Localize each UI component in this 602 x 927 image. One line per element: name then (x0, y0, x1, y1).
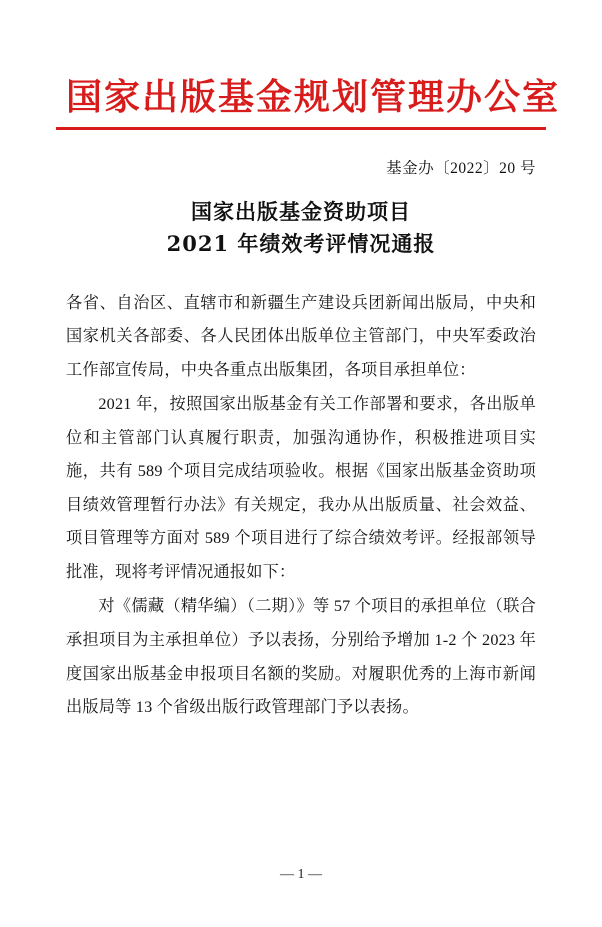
document-number: 基金办〔2022〕20 号 (386, 159, 536, 177)
letterhead-divider (56, 127, 546, 130)
letterhead-title: 国家出版基金规划管理办公室 (66, 76, 561, 118)
paragraph-1: 2021 年，按照国家出版基金有关工作部署和要求，各出版单位和主管部门认真履行职责，加强沟通协作，积极推进项目实施，共有 589 个项目完成结项验收。根据《国家出版基金资助项目绩效管理暂行办法》有关规定，我办从出版质量、社会效益、项目管理等方面对 589 个项目进行了综合绩效考评。经报部领导批准，现将考评情况通报如下： (66, 395, 536, 581)
page-title-line-1: 国家出版基金资助项目 (191, 198, 411, 224)
page-title-line-2: 2021 年绩效考评情况通报 (166, 231, 436, 257)
paragraph-addressee: 各省、自治区、直辖市和新疆生产建设兵团新闻出版局，中央和国家机关各部委、各人民团体出版单位主管部门，中央军委政治工作部宣传局，中央各重点出版集团，各项目承担单位： (66, 293, 536, 379)
page-number: — 1 — (280, 867, 322, 882)
paragraph-2: 对《儒藏（精华编）（二期）》等 57 个项目的承担单位（联合承担项目为主承担单位）予以表扬，分别给予增加 1-2 个 2023 年度国家出版基金申报项目名额的奖励。对履职优秀的上海市新闻出版局等 13 个省级出版行政管理部门予以表扬。 (66, 597, 536, 717)
page-title (66, 196, 536, 261)
document-body (66, 287, 536, 725)
document-page (0, 78, 602, 927)
